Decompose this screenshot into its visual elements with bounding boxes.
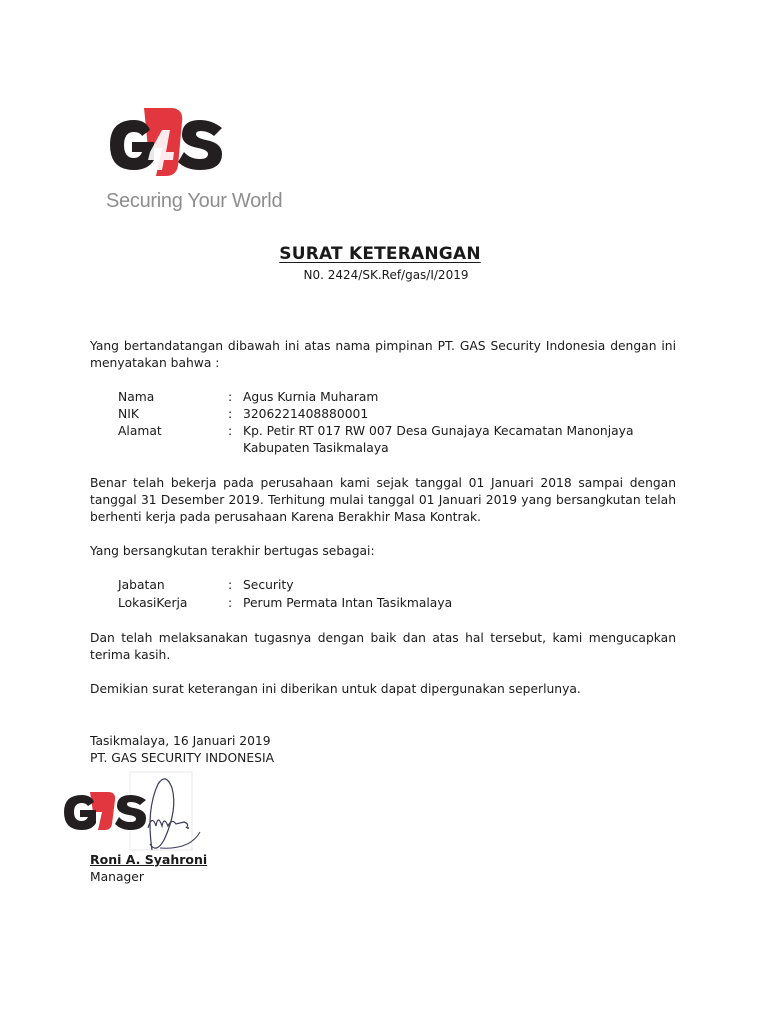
company-stamp-signature: [60, 770, 210, 860]
field-value: 3206221408880001: [243, 407, 369, 421]
field-alamat: [118, 423, 678, 457]
field-separator: :: [228, 596, 233, 610]
last-position-intro: Yang bersangkutan terakhir bertugas sebagai:: [90, 544, 375, 558]
field-jabatan: [118, 577, 678, 594]
field-label: NIK: [118, 407, 139, 421]
signer-title: Manager: [90, 870, 144, 884]
field-separator: :: [228, 407, 233, 421]
field-nik: [118, 406, 678, 423]
field-value: Agus Kurnia Muharam: [243, 390, 379, 404]
field-label: Nama: [118, 390, 155, 404]
field-nama: [118, 389, 678, 406]
field-separator: :: [228, 424, 233, 438]
reference-number: N0. 2424/SK.Ref/gas/I/2019: [303, 268, 469, 282]
company-tagline: Securing Your World: [106, 190, 283, 212]
field-value: Perum Permata Intan Tasikmalaya: [243, 596, 453, 610]
company-name: PT. GAS SECURITY INDONESIA: [90, 751, 274, 765]
document-title: [0, 244, 768, 264]
thanks-paragraph: Dan telah melaksanakan tugasnya dengan baik dan atas hal tersebut, kami mengucapkan terima kasih.: [90, 631, 676, 662]
field-label: Alamat: [118, 424, 162, 438]
g4s-stamp-icon: [60, 770, 210, 860]
employment-statement: Benar telah bekerja pada perusahaan kami sejak tanggal 01 Januari 2018 sampai dengan tanggal 31 Desember 2019. Terhitung mulai tanggal 01 Januari 2019 yang bersangkutan telah berhenti kerja pada perusahaan Karena Berakhir Masa Kontrak.: [90, 476, 676, 524]
field-lokasi-kerja: [118, 595, 678, 612]
signer-name: Roni A. Syahroni: [90, 852, 208, 867]
field-separator: :: [228, 390, 233, 404]
place-date: Tasikmalaya, 16 Januari 2019: [90, 734, 271, 748]
document-title-text: SURAT KETERANGAN: [279, 244, 481, 264]
closing-paragraph: Demikian surat keterangan ini diberikan untuk dapat dipergunakan seperlunya.: [90, 682, 581, 696]
field-separator: :: [228, 578, 233, 592]
field-value: Kp. Petir RT 017 RW 007 Desa Gunajaya Kecamatan Manonjaya: [243, 424, 634, 438]
intro-paragraph: Yang bertandatangan dibawah ini atas nama pimpinan PT. GAS Security Indonesia dengan ini menyatakan bahwa :: [90, 339, 676, 370]
field-value-line2: Kabupaten Tasikmalaya: [243, 441, 389, 455]
g4s-logo-icon: [104, 108, 229, 178]
field-label: Jabatan: [118, 578, 165, 592]
field-value: Security: [243, 578, 294, 592]
field-label: LokasiKerja: [118, 596, 188, 610]
